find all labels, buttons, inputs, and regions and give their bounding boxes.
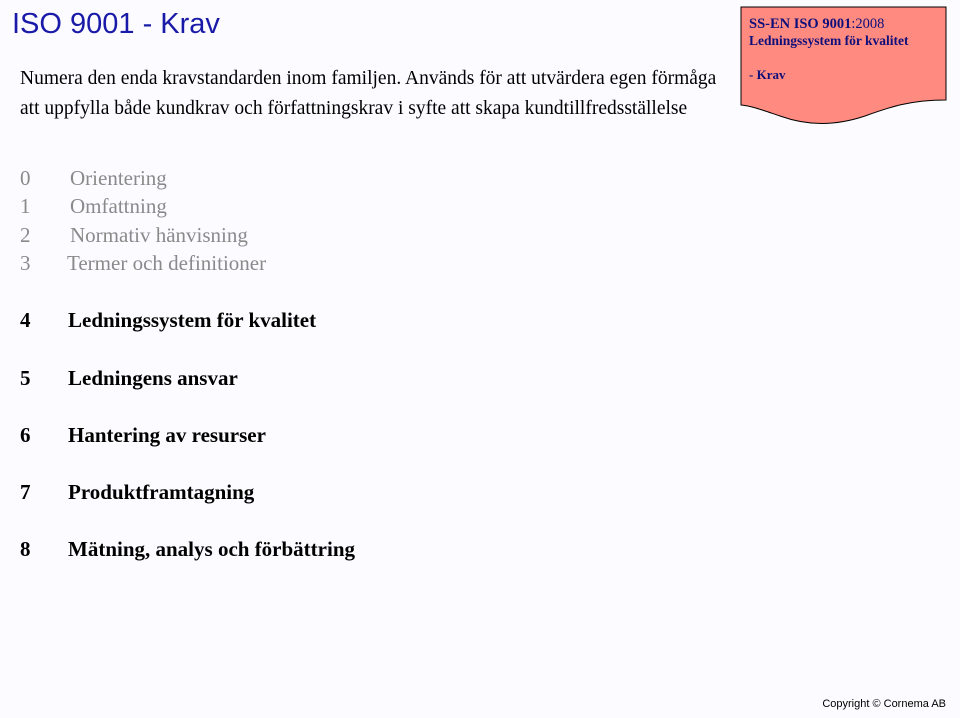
- standard-subtitle: Ledningssystem för kvalitet: [749, 33, 909, 48]
- section-label: Normativ hänvisning: [70, 223, 248, 247]
- section-number: 6: [20, 423, 31, 447]
- section-label: Termer och definitioner: [67, 251, 267, 275]
- copyright-notice: Copyright © Cornema AB: [822, 698, 946, 710]
- list-item: [20, 366, 238, 391]
- list-item: [20, 194, 167, 219]
- section-label: Orientering: [70, 166, 167, 190]
- section-number: 0: [20, 166, 31, 190]
- page-title: ISO 9001 - Krav: [12, 8, 220, 40]
- list-item: [20, 480, 254, 505]
- section-label: Ledningens ansvar: [68, 366, 238, 390]
- section-number: 3: [20, 251, 31, 275]
- list-item: [20, 537, 355, 562]
- standard-section: - Krav: [749, 67, 786, 82]
- list-item: [20, 223, 248, 248]
- section-label: Ledningssystem för kvalitet: [68, 308, 317, 332]
- standard-year: :2008: [851, 16, 885, 32]
- list-item: [20, 251, 266, 276]
- section-label: Mätning, analys och förbättring: [68, 537, 356, 561]
- list-item: [20, 308, 316, 333]
- section-label: Hantering av resurser: [68, 423, 266, 447]
- section-number: 5: [20, 366, 31, 390]
- standard-name: [749, 15, 884, 33]
- section-label: Produktframtagning: [68, 480, 255, 504]
- list-item: [20, 166, 167, 191]
- standard-code: SS-EN ISO 9001: [749, 16, 852, 32]
- intro-paragraph: Numera den enda kravstandarden inom familjen. Används för att utvärdera egen förmåga att uppfylla både kundkrav och författningskrav i syfte att skapa kundtillfredsställelse: [20, 68, 717, 119]
- section-number: 1: [20, 194, 31, 218]
- list-item: [20, 423, 266, 448]
- section-number: 4: [20, 308, 31, 332]
- section-label: Omfattning: [70, 194, 167, 218]
- document-tag: [740, 6, 948, 126]
- section-number: 2: [20, 223, 31, 247]
- section-number: 7: [20, 480, 31, 504]
- section-number: 8: [20, 537, 31, 561]
